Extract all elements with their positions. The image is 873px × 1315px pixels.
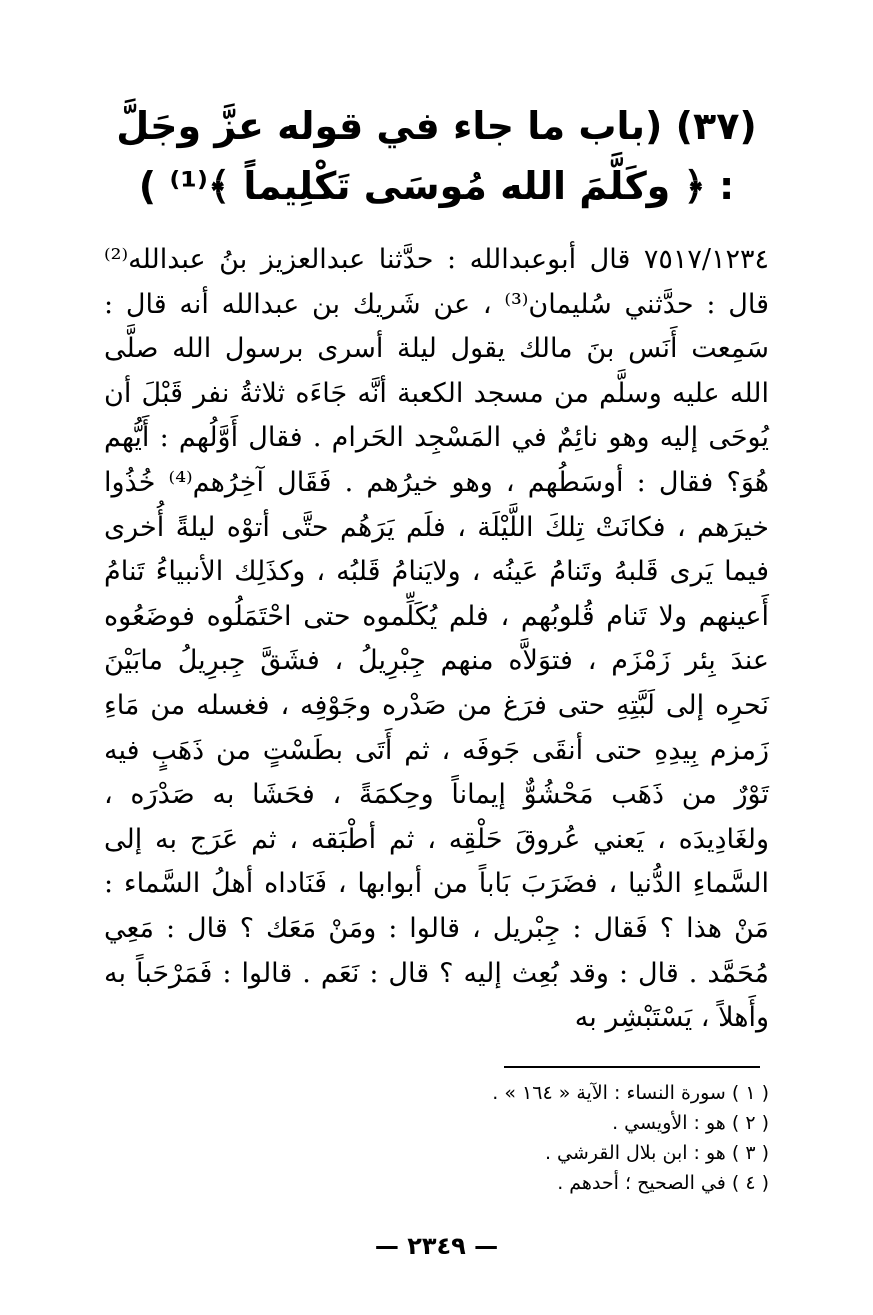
footnote-4: ( ٤ ) في الصحيح ؛ أحدهم . — [557, 1172, 769, 1194]
footnote-3: ( ٣ ) هو : ابن بلال القرشي . — [544, 1142, 769, 1164]
hadith-text: ٧٥١٧/١٢٣٤ قال أبوعبدالله : حدَّثنا عبدالعزيز بنُ عبدالله⁽²⁾ قال : حدَّثني سُليمان⁽³⁾ ، عن شَريك بن عبدالله أنه قال : سَمِعت أَنَس بنَ مالك يقول ليلة أسرى برسول الله صلَّى الله عليه وسلَّم من مسجد الكعبة أنَّه جَاءَه ثلاثةُ نفر قَبْلَ أن يُوحَى إليه وهو نائِمٌ في المَسْجِد الحَرام . فقال أَوَّلُهم : أَيُّهم هُوَ؟ فقال : أوسَطُهم ، وهو خيرُهم . فَقَال آخِرُهم⁽⁴⁾ خُذُوا خيرَهم ، فكانَتْ تِلكَ اللَّيْلَة ، فلَم يَرَهُم حتَّى أتوْه ليلةً أُخرى فيما يَرى قَلبهُ وتَنامُ عَينُه ، ولايَنامُ قَلبُه ، وكذَلِك الأنبياءُ تَنامُ أَعينهم ولا تَنام قُلوبُهم ، فلم يُكَلِّموه حتى احْتَمَلُوه فوضَعُوه عندَ بِئر زَمْزَم ، فتوَلاَّه منهم جِبْرِيلُ ، فشَقَّ جِبرِيلُ مابَيْنَ نَحرِه إلى لَبَّتِهِ حتى فرَغ من صَدْره وجَوْفِه ، فغسله من مَاءِ زَمزم بِيدِهِ حتى أنقَى جَوفَه ، ثم أَتَى بطَسْتٍ من ذَهَبٍ فيه تَوْرٌ من ذَهَب مَحْشُوٌّ إيماناً وحِكمَةً ، فحَشَا به صَدْرَه ، ولغَادِيدَه ، يَعني عُروقَ حَلْقِه ، ثم أطْبَقه ، ثم عَرَج به إلى السَّماءِ الدُّنيا ، فضَرَبَ بَاباً من أبوابها ، فَنَاداه أهلُ السَّماء : مَنْ هذا ؟ فَقال : جِبْريل ، قالوا : ومَنْ مَعَك ؟ قال : مَعِي مُحَمَّد . قال : وقد بُعِث إليه ؟ قال : نَعَم . قالوا : فَمَرْحَباً به وأَهلاً ، يَسْتَبْشِر به — [104, 244, 769, 1034]
page-number: — ٢٣٤٩ — — [374, 1232, 499, 1260]
footnote-1: ( ١ ) سورة النساء : الآية « ١٦٤ » . — [492, 1082, 769, 1104]
chapter-heading: (٣٧) (باب ما جاء في قوله عزَّ وجَلَّ : ﴿ وكَلَّمَ الله مُوسَى تَكْلِيماً ﴾⁽¹⁾ ) — [116, 104, 757, 208]
footnotes — [349, 1078, 769, 1198]
footnote-divider — [504, 1066, 760, 1068]
footnote-2: ( ٢ ) هو : الأويسي . — [612, 1112, 769, 1134]
